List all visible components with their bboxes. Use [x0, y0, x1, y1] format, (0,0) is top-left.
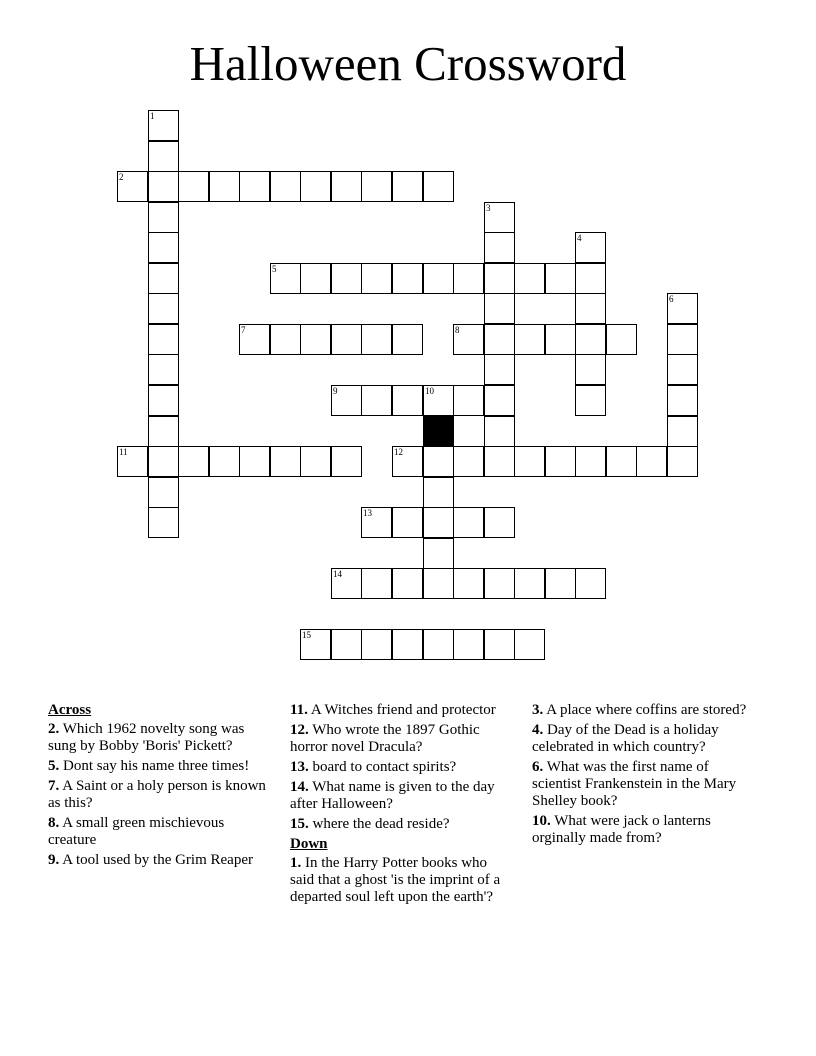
grid-cell[interactable]: [575, 324, 606, 355]
grid-cell[interactable]: [514, 446, 545, 477]
grid-cell[interactable]: [148, 354, 179, 385]
down-heading: Down: [290, 836, 328, 852]
clue-number: 9.: [48, 852, 60, 868]
cell-number: 8: [455, 325, 460, 335]
grid-cell[interactable]: [545, 446, 576, 477]
grid-cell[interactable]: [453, 446, 484, 477]
clue-across-7: [48, 778, 268, 812]
clue-text: where the dead reside?: [312, 816, 450, 832]
grid-cell[interactable]: [361, 324, 392, 355]
grid-cell[interactable]: [361, 385, 392, 416]
grid-cell[interactable]: [453, 507, 484, 538]
grid-cell[interactable]: [148, 232, 179, 263]
grid-cell[interactable]: [148, 202, 179, 233]
grid-cell[interactable]: [148, 416, 179, 447]
clue-down-3: [532, 702, 752, 719]
grid-cell[interactable]: [361, 507, 392, 538]
clue-across-2: [48, 721, 268, 755]
grid-cell[interactable]: [484, 416, 515, 447]
grid-cell[interactable]: [392, 507, 423, 538]
cell-number: 14: [333, 569, 342, 579]
grid-cell[interactable]: [270, 446, 301, 477]
grid-cell[interactable]: [270, 263, 301, 294]
grid-cell[interactable]: [423, 477, 454, 508]
clue-across-11: [290, 702, 510, 719]
clue-across-9: [48, 852, 268, 869]
grid-cell[interactable]: [575, 293, 606, 324]
grid-cell[interactable]: [331, 171, 362, 202]
grid-cell[interactable]: [423, 263, 454, 294]
grid-cell[interactable]: [331, 263, 362, 294]
grid-cell[interactable]: [484, 446, 515, 477]
grid-cell[interactable]: [667, 293, 698, 324]
clues-column-3: [532, 702, 752, 850]
clue-text: Day of the Dead is a holiday celebrated in which country?: [532, 722, 719, 755]
clue-text: What name is given to the day after Halloween?: [290, 779, 495, 812]
clue-number: 10.: [532, 813, 551, 829]
grid-cell[interactable]: [239, 171, 270, 202]
grid-cell[interactable]: [453, 568, 484, 599]
grid-cell[interactable]: [270, 171, 301, 202]
grid-cell[interactable]: [331, 385, 362, 416]
grid-cell[interactable]: [484, 324, 515, 355]
grid-cell[interactable]: [300, 263, 331, 294]
grid-cell[interactable]: [545, 568, 576, 599]
clue-number: 6.: [532, 759, 544, 775]
grid-cell[interactable]: [392, 263, 423, 294]
clue-text: Dont say his name three times!: [63, 758, 250, 774]
grid-cell[interactable]: [392, 446, 423, 477]
grid-cell[interactable]: [300, 629, 331, 660]
grid-cell[interactable]: [392, 385, 423, 416]
grid-cell[interactable]: [117, 446, 148, 477]
cell-number: 2: [119, 172, 124, 182]
grid-cell[interactable]: [484, 629, 515, 660]
grid-cell[interactable]: [514, 263, 545, 294]
clue-text: A tool used by the Grim Reaper: [62, 852, 253, 868]
clue-number: 4.: [532, 722, 544, 738]
grid-cell[interactable]: [331, 568, 362, 599]
cell-number: 7: [241, 325, 246, 335]
clue-text: A Witches friend and protector: [310, 702, 496, 718]
grid-cell[interactable]: [636, 446, 667, 477]
grid-cell[interactable]: [148, 263, 179, 294]
grid-cell[interactable]: [667, 446, 698, 477]
cell-number: 11: [119, 447, 128, 457]
grid-cell[interactable]: [575, 446, 606, 477]
clue-number: 14.: [290, 779, 309, 795]
grid-cell[interactable]: [331, 446, 362, 477]
grid-cell[interactable]: [423, 568, 454, 599]
grid-cell[interactable]: [148, 141, 179, 172]
grid-cell[interactable]: [667, 324, 698, 355]
grid-cell[interactable]: [423, 507, 454, 538]
page-title: Halloween Crossword: [189, 36, 627, 91]
grid-cell[interactable]: [484, 293, 515, 324]
grid-cell[interactable]: [148, 477, 179, 508]
grid-cell[interactable]: [484, 354, 515, 385]
cell-number: 13: [363, 508, 372, 518]
grid-cell[interactable]: [239, 324, 270, 355]
grid-cell[interactable]: [484, 568, 515, 599]
across-heading: Across: [48, 702, 92, 718]
grid-cell[interactable]: [300, 171, 331, 202]
grid-cell[interactable]: [606, 446, 637, 477]
grid-cell[interactable]: [575, 385, 606, 416]
grid-cell[interactable]: [209, 171, 240, 202]
clue-text: A Saint or a holy person is known as this?: [48, 778, 266, 811]
grid-cell[interactable]: [178, 171, 209, 202]
grid-cell[interactable]: [331, 324, 362, 355]
grid-cell[interactable]: [148, 446, 179, 477]
grid-cell[interactable]: [148, 293, 179, 324]
clue-number: 3.: [532, 702, 544, 718]
cell-number: 5: [272, 264, 277, 274]
grid-cell[interactable]: [514, 629, 545, 660]
clue-text: Which 1962 novelty song was sung by Bobby 'Boris' Pickett?: [48, 721, 245, 754]
cell-number: 1: [150, 111, 155, 121]
cell-number: 4: [577, 233, 582, 243]
clue-down-6: [532, 759, 752, 810]
grid-cell[interactable]: [423, 446, 454, 477]
clue-text: What were jack o lanterns orginally made from?: [532, 813, 711, 846]
grid-cell[interactable]: [209, 446, 240, 477]
clues-column-2: [290, 702, 510, 909]
grid-cell[interactable]: [667, 354, 698, 385]
clue-across-15: [290, 816, 510, 833]
clue-text: What was the first name of scientist Frankenstein in the Mary Shelley book?: [532, 759, 737, 809]
grid-cell[interactable]: [453, 385, 484, 416]
grid-cell[interactable]: [545, 324, 576, 355]
clue-number: 11.: [290, 702, 308, 718]
grid-cell[interactable]: [392, 171, 423, 202]
clue-number: 8.: [48, 815, 60, 831]
grid-cell[interactable]: [575, 232, 606, 263]
grid-cell[interactable]: [117, 171, 148, 202]
clue-number: 1.: [290, 855, 302, 871]
grid-cell[interactable]: [484, 232, 515, 263]
cell-number: 10: [425, 386, 434, 396]
clue-across-8: [48, 815, 268, 849]
clue-number: 2.: [48, 721, 60, 737]
grid-cell[interactable]: [148, 324, 179, 355]
grid-cell[interactable]: [514, 568, 545, 599]
clue-text: Who wrote the 1897 Gothic horror novel Dracula?: [290, 722, 480, 755]
grid-cell[interactable]: [361, 629, 392, 660]
cell-number: 15: [302, 630, 311, 640]
clues-column-1: [48, 702, 268, 872]
clue-down-4: [532, 722, 752, 756]
grid-cell[interactable]: [575, 568, 606, 599]
grid-cell[interactable]: [514, 324, 545, 355]
grid-cell[interactable]: [575, 354, 606, 385]
grid-cell[interactable]: [484, 385, 515, 416]
clue-across-5: [48, 758, 268, 775]
clue-across-13: [290, 759, 510, 776]
grid-cell[interactable]: [300, 446, 331, 477]
clue-across-12: [290, 722, 510, 756]
clue-number: 7.: [48, 778, 60, 794]
clue-across-14: [290, 779, 510, 813]
grid-cell[interactable]: [484, 507, 515, 538]
grid-cell[interactable]: [148, 385, 179, 416]
grid-cell[interactable]: [392, 629, 423, 660]
grid-cell[interactable]: [423, 629, 454, 660]
cell-number: 3: [486, 203, 491, 213]
grid-cell[interactable]: [423, 538, 454, 569]
cell-number: 9: [333, 386, 338, 396]
grid-cell[interactable]: [392, 324, 423, 355]
grid-cell[interactable]: [484, 263, 515, 294]
grid-cell[interactable]: [545, 263, 576, 294]
clue-down-1: [290, 855, 510, 906]
clue-text: In the Harry Potter books who said that a ghost 'is the imprint of a departed soul left upon the earth'?: [290, 855, 501, 905]
grid-cell[interactable]: [392, 568, 423, 599]
grid-cell[interactable]: [270, 324, 301, 355]
black-cell: [423, 416, 454, 447]
clue-number: 12.: [290, 722, 309, 738]
grid-cell[interactable]: [575, 263, 606, 294]
grid-cell[interactable]: [423, 385, 454, 416]
clue-down-10: [532, 813, 752, 847]
clue-text: A small green mischievous creature: [48, 815, 225, 848]
grid-cell[interactable]: [667, 385, 698, 416]
grid-cell[interactable]: [484, 202, 515, 233]
grid-cell[interactable]: [148, 171, 179, 202]
grid-cell[interactable]: [239, 446, 270, 477]
clue-text: board to contact spirits?: [312, 759, 457, 775]
grid-cell[interactable]: [606, 324, 637, 355]
grid-cell[interactable]: [178, 446, 209, 477]
grid-cell[interactable]: [667, 416, 698, 447]
grid-cell[interactable]: [361, 568, 392, 599]
grid-cell[interactable]: [453, 324, 484, 355]
grid-cell[interactable]: [361, 263, 392, 294]
cell-number: 6: [669, 294, 674, 304]
clue-number: 13.: [290, 759, 309, 775]
grid-cell[interactable]: [423, 171, 454, 202]
grid-cell[interactable]: [361, 171, 392, 202]
grid-cell[interactable]: [148, 507, 179, 538]
clue-number: 5.: [48, 758, 60, 774]
grid-cell[interactable]: [148, 110, 179, 141]
clue-text: A place where coffins are stored?: [546, 702, 747, 718]
grid-cell[interactable]: [453, 629, 484, 660]
grid-cell[interactable]: [331, 629, 362, 660]
clue-number: 15.: [290, 816, 309, 832]
grid-cell[interactable]: [300, 324, 331, 355]
grid-cell[interactable]: [453, 263, 484, 294]
cell-number: 12: [394, 447, 403, 457]
